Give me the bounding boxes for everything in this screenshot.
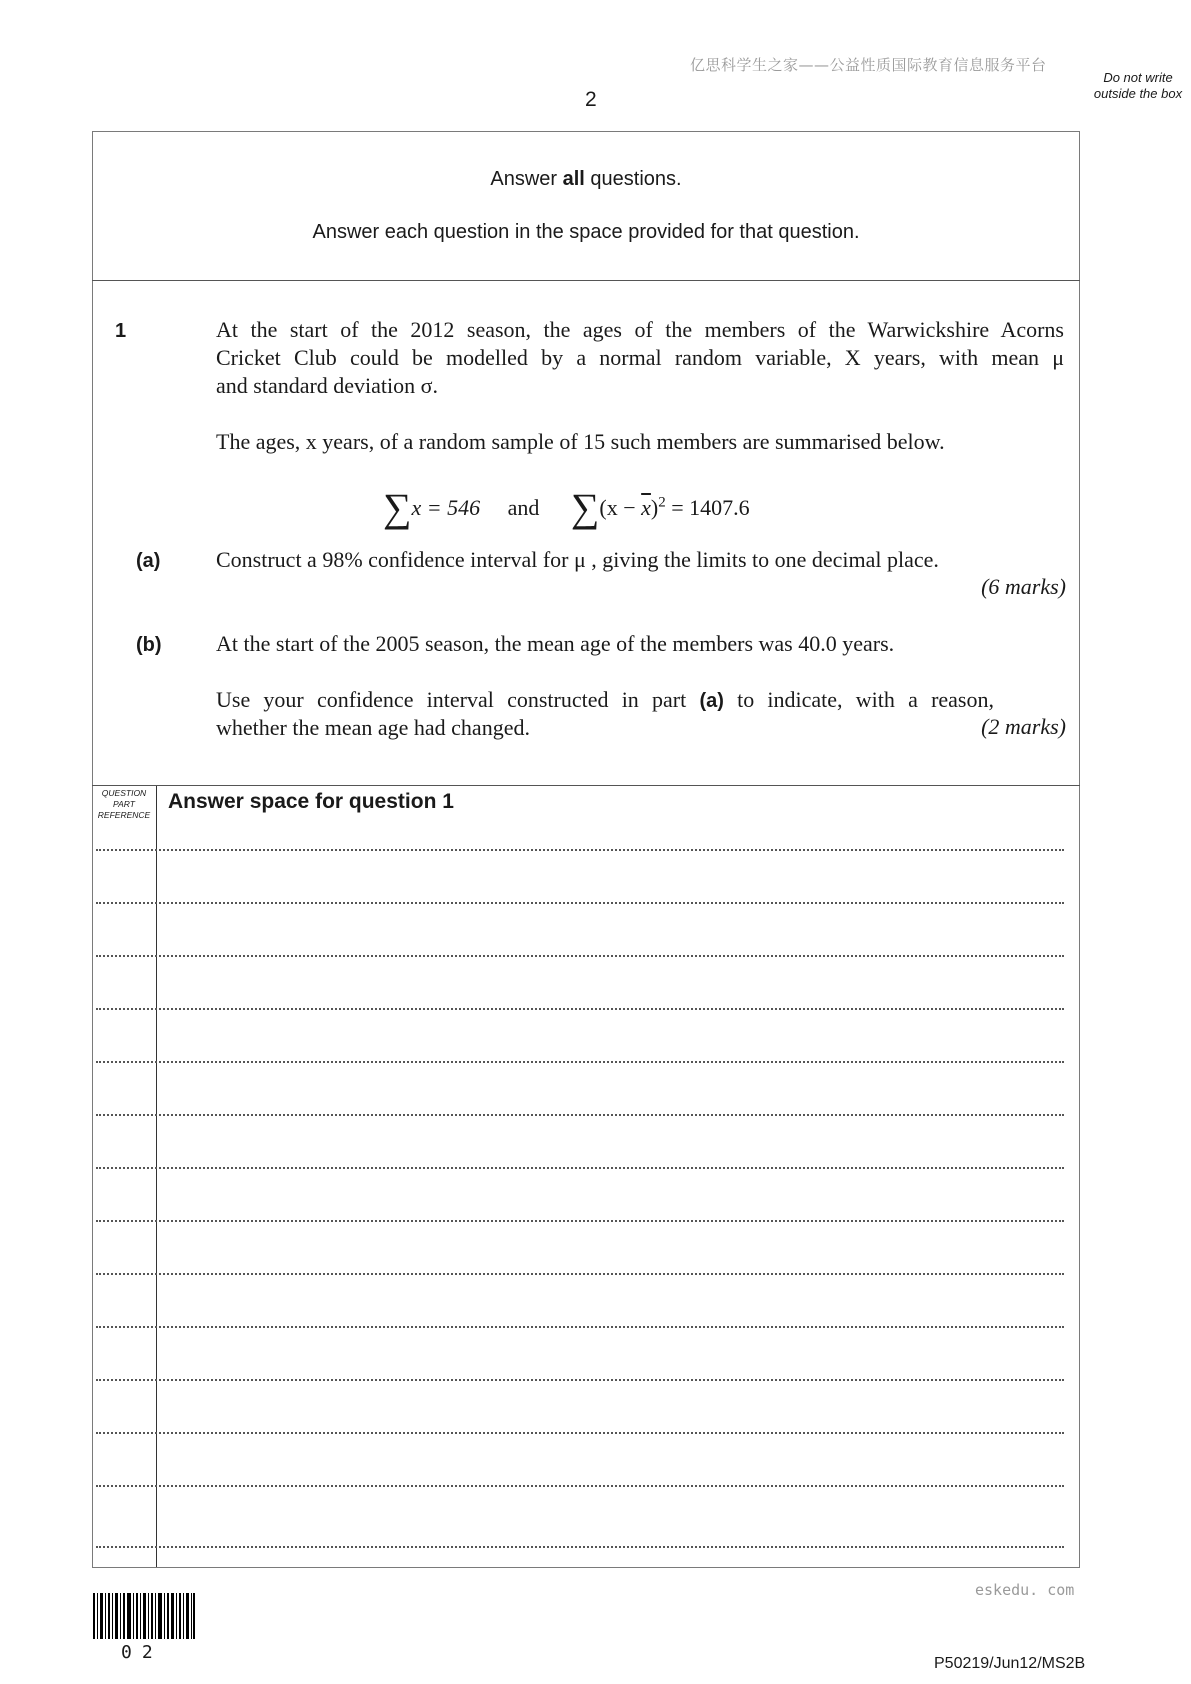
part-b-text: At the start of the 2005 season, the mean age of the members was 40.0 years. (216, 631, 895, 656)
answer-line[interactable] (96, 1061, 1064, 1063)
answer-line[interactable] (96, 902, 1064, 904)
page-number: 2 (585, 88, 597, 111)
answer-line[interactable] (96, 1114, 1064, 1116)
answer-line[interactable] (96, 955, 1064, 957)
watermark-bottom: eskedu. com (975, 1581, 1075, 1599)
answer-line[interactable] (96, 1326, 1064, 1328)
answer-line[interactable] (96, 849, 1064, 851)
watermark-top: 亿思科学生之家——公益性质国际教育信息服务平台 (690, 56, 1047, 74)
paper-reference: P50219/Jun12/MS2B (934, 1655, 1086, 1672)
answer-section-divider (92, 785, 1080, 786)
x-bar: $\overline{x}$ (641, 495, 651, 520)
barcode-digits: 02 (121, 1642, 163, 1663)
answer-line[interactable] (96, 1167, 1064, 1169)
part-b-label: (b) (136, 634, 162, 656)
instruction-emphasis: all (562, 168, 585, 190)
answer-line[interactable] (96, 1546, 1064, 1548)
answer-space-title: Answer space for question 1 (168, 790, 454, 813)
part-a-marks: (6 marks) (981, 574, 1066, 599)
barcode-icon (93, 1593, 195, 1639)
sigma-symbol: ∑ (570, 485, 600, 530)
summary-formula: ∑x = 546 and $\sum(x - \overline{x})^2 = 1407.6$ (383, 485, 750, 530)
part-b-instruction: Use your confidence interval constructed in part (a) to indicate, with a reason, (216, 687, 994, 712)
answer-line[interactable] (96, 1008, 1064, 1010)
question-stem-line-3: and standard deviation σ. (216, 373, 439, 398)
instruction-divider (92, 280, 1080, 281)
sample-summary-text: The ages, x years, of a random sample of 15 such members are summarised below. (216, 429, 945, 454)
instruction-line-1: Answer all questions. (490, 168, 682, 190)
part-b-instruction-cont: whether the mean age had changed. (216, 715, 530, 740)
answer-line[interactable] (96, 1273, 1064, 1275)
sigma-symbol: ∑ (383, 485, 412, 530)
question-part-reference-header: QUESTION PART REFERENCE (97, 788, 151, 820)
question-stem-line-1: At the start of the 2012 season, the ages of the members of the Warwickshire Acorns (216, 317, 1064, 342)
answer-line[interactable] (96, 1485, 1064, 1487)
answer-line[interactable] (96, 1220, 1064, 1222)
answer-line[interactable] (96, 1379, 1064, 1381)
part-a-text: Construct a 98% confidence interval for μ , giving the limits to one decimal place. (216, 547, 939, 572)
answer-line[interactable] (96, 1432, 1064, 1434)
question-number: 1 (115, 320, 127, 342)
part-a-label: (a) (136, 550, 161, 572)
instruction-line-2: Answer each question in the space provided for that question. (312, 221, 860, 243)
part-b-marks: (2 marks) (981, 714, 1066, 739)
formula-and: and (507, 495, 540, 520)
margin-note: Do not write outside the box (1093, 70, 1183, 101)
question-stem-line-2: Cricket Club could be modelled by a normal random variable, X years, with mean μ (216, 345, 1064, 370)
